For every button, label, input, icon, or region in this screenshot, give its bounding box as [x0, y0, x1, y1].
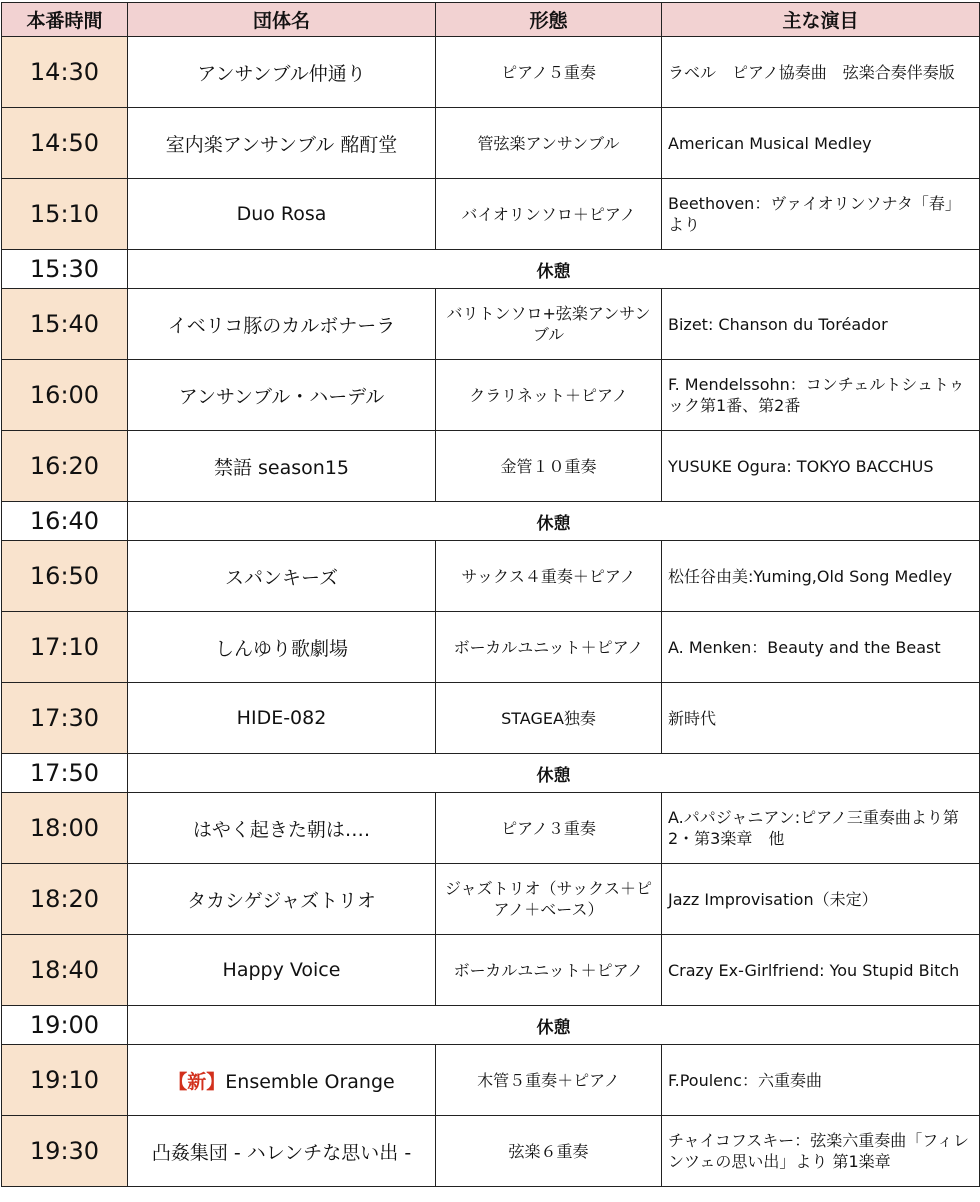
- form-cell: 木管５重奏＋ピアノ: [436, 1045, 662, 1116]
- form-cell: 管弦楽アンサンブル: [436, 108, 662, 179]
- group-name: Ensemble Orange: [225, 1070, 395, 1093]
- time-cell: 16:00: [2, 360, 128, 431]
- group-name: イベリコ豚のカルボナーラ: [167, 314, 396, 337]
- group-name: 室内楽アンサンブル 酩酊堂: [165, 133, 398, 156]
- group-name: しんゆり歌劇場: [214, 637, 348, 660]
- time-cell: 16:40: [2, 502, 128, 541]
- performance-row: [2, 289, 980, 360]
- program-cell: Jazz Improvisation（未定）: [662, 864, 980, 935]
- program-cell: チャイコフスキー：弦楽六重奏曲「フィレンツェの思い出」より 第1楽章: [662, 1116, 980, 1187]
- performance-row: [2, 108, 980, 179]
- group-name: HIDE-082: [236, 707, 327, 729]
- group-name-cell: [128, 612, 436, 683]
- time-cell: 14:30: [2, 37, 128, 108]
- break-row: [2, 1006, 980, 1045]
- form-cell: サックス４重奏＋ピアノ: [436, 541, 662, 612]
- time-cell: 17:50: [2, 754, 128, 793]
- time-cell: 18:40: [2, 935, 128, 1006]
- program-cell: ラベル ピアノ協奏曲 弦楽合奏伴奏版: [662, 37, 980, 108]
- group-name: アンサンブル・ハーデル: [178, 385, 385, 408]
- form-cell: 金管１０重奏: [436, 431, 662, 502]
- time-cell: 15:10: [2, 179, 128, 250]
- form-cell: ピアノ５重奏: [436, 37, 662, 108]
- form-cell: 弦楽６重奏: [436, 1116, 662, 1187]
- program-cell: F. Mendelssohn：コンチェルトシュトゥック第1番、第2番: [662, 360, 980, 431]
- break-row: [2, 754, 980, 793]
- header-group: 団体名: [128, 3, 436, 37]
- time-cell: 19:30: [2, 1116, 128, 1187]
- performance-row: [2, 683, 980, 754]
- group-name-cell: [128, 360, 436, 431]
- group-name: 凸姦集団 - ハレンチな思い出 -: [151, 1141, 412, 1164]
- group-name: 禁語 season15: [213, 456, 349, 479]
- group-name-cell: [128, 431, 436, 502]
- performance-row: [2, 179, 980, 250]
- form-cell: ピアノ３重奏: [436, 793, 662, 864]
- new-badge: 【新】: [168, 1070, 226, 1093]
- schedule-table: [1, 2, 980, 1187]
- program-cell: Bizet: Chanson du Toréador: [662, 289, 980, 360]
- break-label: 休憩: [128, 1006, 980, 1045]
- form-cell: バリトンソロ+弦楽アンサンブル: [436, 289, 662, 360]
- performance-row: [2, 864, 980, 935]
- break-label: 休憩: [128, 250, 980, 289]
- performance-row: [2, 360, 980, 431]
- time-cell: 18:00: [2, 793, 128, 864]
- program-cell: A. Menken：Beauty and the Beast: [662, 612, 980, 683]
- group-name-cell: [128, 1045, 436, 1116]
- break-label: 休憩: [128, 502, 980, 541]
- group-name-cell: [128, 37, 436, 108]
- time-cell: 15:30: [2, 250, 128, 289]
- group-name-cell: [128, 793, 436, 864]
- performance-row: [2, 541, 980, 612]
- time-cell: 14:50: [2, 108, 128, 179]
- group-name-cell: [128, 289, 436, 360]
- break-row: [2, 250, 980, 289]
- program-cell: Crazy Ex-Girlfriend: You Stupid Bitch: [662, 935, 980, 1006]
- header-form: 形態: [436, 3, 662, 37]
- group-name: タカシゲジャズトリオ: [187, 889, 376, 912]
- form-cell: STAGEA独奏: [436, 683, 662, 754]
- performance-row: [2, 935, 980, 1006]
- performance-row: [2, 1045, 980, 1116]
- group-name-cell: [128, 864, 436, 935]
- schedule-header: [2, 3, 980, 37]
- group-name-cell: [128, 541, 436, 612]
- form-cell: バイオリンソロ＋ピアノ: [436, 179, 662, 250]
- program-cell: A.パパジャニアン:ピアノ三重奏曲より第2・第3楽章 他: [662, 793, 980, 864]
- performance-row: [2, 431, 980, 502]
- header-row: [2, 3, 980, 37]
- group-name-cell: [128, 179, 436, 250]
- group-name-cell: [128, 935, 436, 1006]
- time-cell: 19:10: [2, 1045, 128, 1116]
- program-cell: YUSUKE Ogura: TOKYO BACCHUS: [662, 431, 980, 502]
- time-cell: 16:50: [2, 541, 128, 612]
- group-name-cell: [128, 683, 436, 754]
- time-cell: 17:30: [2, 683, 128, 754]
- time-cell: 15:40: [2, 289, 128, 360]
- time-cell: 18:20: [2, 864, 128, 935]
- program-cell: F.Poulenc：六重奏曲: [662, 1045, 980, 1116]
- performance-row: [2, 1116, 980, 1187]
- performance-row: [2, 793, 980, 864]
- schedule-body: [2, 37, 980, 1187]
- program-cell: Beethoven：ヴァイオリンソナタ「春」より: [662, 179, 980, 250]
- group-name: はやく起きた朝は‥‥: [192, 818, 371, 841]
- header-time: 本番時間: [2, 3, 128, 37]
- time-cell: 16:20: [2, 431, 128, 502]
- program-cell: 新時代: [662, 683, 980, 754]
- group-name: Duo Rosa: [236, 203, 327, 225]
- header-program: 主な演目: [662, 3, 980, 37]
- group-name: Happy Voice: [222, 959, 341, 981]
- program-cell: American Musical Medley: [662, 108, 980, 179]
- break-row: [2, 502, 980, 541]
- group-name-cell: [128, 108, 436, 179]
- form-cell: ジャズトリオ（サックス＋ピアノ＋ベース）: [436, 864, 662, 935]
- time-cell: 19:00: [2, 1006, 128, 1045]
- performance-row: [2, 612, 980, 683]
- form-cell: クラリネット＋ピアノ: [436, 360, 662, 431]
- program-cell: 松任谷由美:Yuming,Old Song Medley: [662, 541, 980, 612]
- time-cell: 17:10: [2, 612, 128, 683]
- group-name: スパンキーズ: [224, 566, 339, 589]
- break-label: 休憩: [128, 754, 980, 793]
- performance-row: [2, 37, 980, 108]
- form-cell: ボーカルユニット＋ピアノ: [436, 612, 662, 683]
- group-name: アンサンブル仲通り: [197, 62, 366, 85]
- group-name-cell: [128, 1116, 436, 1187]
- form-cell: ボーカルユニット＋ピアノ: [436, 935, 662, 1006]
